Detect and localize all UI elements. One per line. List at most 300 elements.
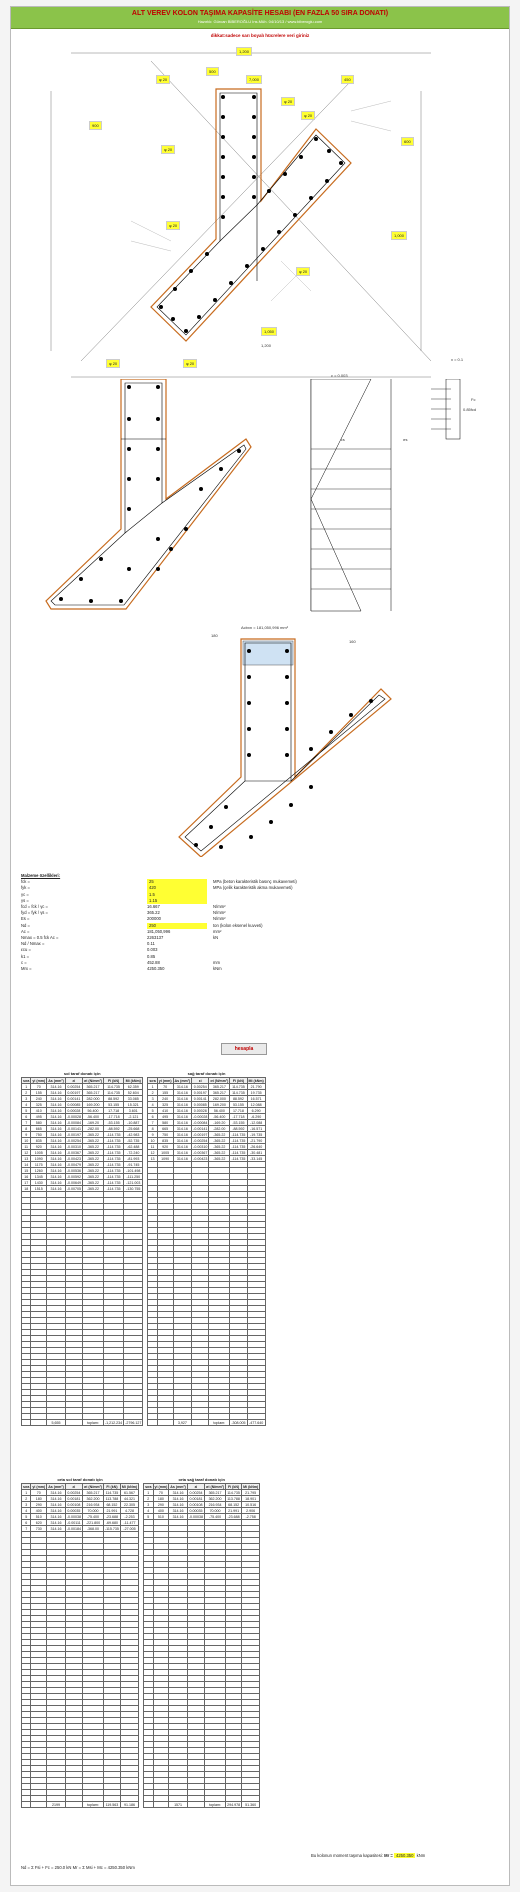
table-cell: 314.16	[169, 1502, 188, 1508]
table-cell: -114.735	[231, 1156, 246, 1161]
table-cell: 16.571	[247, 1096, 265, 1102]
input-dim-7[interactable]: 1,050	[261, 327, 277, 336]
column-header: As (mm²)	[174, 1078, 191, 1083]
footer-equation: Nd = Σ Fsi + Fc = 250.0 kN Mr = Σ Msi + Mc = 4250.350 kNm	[21, 1865, 135, 1870]
table-cell: 400	[153, 1508, 169, 1514]
calculate-button[interactable]: hesapla	[221, 1043, 267, 1055]
table-cell: -56.400	[209, 1114, 230, 1120]
param-key: fyk =	[21, 885, 30, 891]
table-cell: 730	[31, 1526, 47, 1532]
param-key: Es =	[21, 916, 30, 922]
table-cell: -365.22	[82, 1150, 103, 1156]
table-cell: 314.16	[173, 1120, 192, 1126]
param-key: fcd = fck / γc =	[21, 904, 48, 910]
table-cell: 0.00108	[187, 1502, 204, 1508]
table-cell: 21.790	[247, 1084, 265, 1090]
param-key: fyd = fyk / γs =	[21, 910, 48, 916]
table-cell: 314.16	[169, 1490, 188, 1496]
result-unit: kNm	[416, 1853, 426, 1858]
total-cell: -308.005	[231, 1420, 246, 1425]
input-bar-4[interactable]: φ 20	[161, 145, 175, 154]
column-header: Mi (kNm)	[125, 1078, 141, 1083]
table-cell: -0.00367	[66, 1150, 81, 1155]
table-cell: 1345	[31, 1174, 47, 1180]
table1-left-caption: sol taraf donatı için	[63, 1071, 101, 1076]
param-mrx: 4250.350	[147, 966, 165, 972]
table1-right-body	[148, 1084, 265, 1426]
table-cell: -114.735	[103, 1144, 123, 1150]
table-cell: 0.00254	[187, 1490, 204, 1496]
table-cell: -17.718	[230, 1114, 247, 1120]
table-cell: -0.00310	[193, 1144, 208, 1149]
column-header: yi (mm)	[32, 1078, 46, 1083]
table1-left	[21, 1077, 143, 1426]
steel-stress-label: σs	[403, 437, 408, 442]
param-gamma-c[interactable]: 1.5	[147, 892, 207, 898]
table-cell: -114.735	[103, 1156, 123, 1162]
table-cell: 1515	[31, 1186, 47, 1192]
param-k1: 0.85	[147, 953, 156, 959]
table-cell: -53.155	[230, 1120, 247, 1126]
table-cell: 216.934	[82, 1502, 103, 1508]
table-cell: -0.00111	[67, 1520, 81, 1525]
table-cell: 314.16	[47, 1150, 66, 1156]
table-cell: -10.887	[124, 1120, 143, 1126]
table-cell: 5	[22, 1514, 31, 1520]
table-cell: 2	[22, 1496, 31, 1502]
table-cell: 314.16	[173, 1156, 192, 1162]
column-header: Fi (kN)	[103, 1484, 120, 1490]
input-dim-3[interactable]: 450	[341, 75, 354, 84]
table-cell: 52.604	[124, 1090, 143, 1096]
param-gamma-s[interactable]: 1.15	[147, 898, 207, 904]
column-header: Mi (kNm)	[248, 1078, 264, 1083]
table-cell: -114.735	[231, 1150, 246, 1155]
input-bar-3[interactable]: φ 20	[301, 111, 315, 120]
table-cell: 2.906	[242, 1508, 260, 1514]
table-cell: 10.516	[242, 1502, 260, 1508]
table-cell: -0.00028	[193, 1114, 208, 1119]
table-cell: -53.155	[103, 1120, 123, 1126]
param-note: N/mm²	[213, 916, 226, 922]
total-cell: 119.563	[103, 1802, 120, 1808]
table-cell: -17.718	[103, 1114, 123, 1120]
table-cell: -365.22	[82, 1180, 103, 1186]
table-cell: -0.00310	[66, 1144, 81, 1149]
total-cell	[65, 1802, 82, 1808]
table-cell: 314.16	[47, 1102, 66, 1108]
input-dim-1[interactable]: 500	[206, 67, 219, 76]
calculation-sheet	[10, 6, 510, 1886]
table-cell: 4	[148, 1102, 157, 1108]
table-cell: -16.571	[247, 1126, 265, 1132]
table-cell: -0.00197	[193, 1132, 208, 1137]
input-width-top[interactable]: 1,200	[236, 47, 252, 56]
result-label: Bu kolonun moment taşıma kapasitesi:	[311, 1853, 383, 1858]
table-cell: 314.16	[47, 1120, 66, 1126]
table-cell: 314.16	[169, 1514, 188, 1520]
table-cell: 33.085	[124, 1096, 143, 1102]
table-cell: 180	[31, 1496, 47, 1502]
table-cell: 0.00197	[192, 1090, 209, 1096]
table-cell: 314.16	[47, 1108, 66, 1114]
table-cell: -114.735	[103, 1162, 123, 1168]
table-cell: 325	[31, 1102, 47, 1108]
param-es: 200000	[147, 916, 161, 922]
table-cell: 16	[22, 1174, 31, 1180]
table-cell: 88.592	[230, 1096, 247, 1102]
table-cell: 314.16	[47, 1168, 66, 1174]
table-cell: 314.16	[47, 1138, 66, 1144]
table2-left-body	[22, 1490, 139, 1808]
table-cell: 314.16	[47, 1132, 66, 1138]
table-cell: -0.00592	[66, 1174, 81, 1179]
table-cell: -114.735	[103, 1180, 123, 1186]
input-bar-5[interactable]: φ 20	[166, 221, 180, 230]
table2-right-caption: orta sağ taraf donatı için	[178, 1477, 225, 1482]
table-cell: 510	[31, 1514, 47, 1520]
plan-drawing	[11, 41, 511, 391]
column-header: sıra	[149, 1078, 156, 1083]
input-dim-6[interactable]: 1,000	[391, 231, 407, 240]
input-dim-4[interactable]: 900	[89, 121, 102, 130]
table-cell: 15	[22, 1168, 31, 1174]
table-cell: -221.800	[82, 1520, 103, 1526]
table-cell: 314.16	[169, 1496, 188, 1502]
column-header: σi (N/mm²)	[206, 1484, 225, 1489]
table-cell: 1	[148, 1084, 157, 1090]
table-cell: 19.735	[247, 1090, 265, 1096]
table-cell: -0.00536	[66, 1168, 81, 1173]
result-row	[311, 1853, 425, 1858]
table-cell: 114.735	[230, 1084, 247, 1090]
column-header: Mi (kNm)	[121, 1484, 138, 1489]
input-hint: dikkat:sadece sarı boyalı hücrelere veri giriniz	[210, 33, 310, 38]
table-cell: -88.592	[103, 1126, 123, 1132]
input-bar-2[interactable]: φ 20	[281, 97, 295, 106]
table-cell: -62.488	[124, 1144, 143, 1150]
table-cell: 68.152	[103, 1502, 120, 1508]
param-key: εcu =	[21, 947, 31, 953]
table-cell: 314.16	[47, 1126, 66, 1132]
table-cell: 169.200	[82, 1102, 103, 1108]
table-cell: -0.00479	[66, 1162, 81, 1167]
table-cell: -282.00	[82, 1126, 103, 1132]
input-bar-6[interactable]: φ 20	[296, 267, 310, 276]
total-cell: 1571	[169, 1802, 188, 1808]
param-key: Nmax = 0.5 fck Ac =	[21, 935, 59, 941]
param-ac: 181,050,996	[147, 928, 171, 934]
table-cell: 1	[22, 1490, 31, 1496]
table-cell: -11.477	[120, 1520, 138, 1526]
table-totals-row	[22, 1802, 139, 1808]
table-cell: 17	[22, 1180, 31, 1186]
param-key: Nd / Nmax =	[21, 941, 45, 947]
table-cell: 314.16	[47, 1180, 66, 1186]
table-cell: 53.155	[103, 1102, 123, 1108]
table-cell: 314.16	[173, 1090, 192, 1096]
table-cell: 314.16	[173, 1096, 192, 1102]
input-bar-7[interactable]: φ 20	[106, 359, 120, 368]
table-cell: 314.16	[173, 1084, 192, 1090]
table1-wrap	[21, 1071, 266, 1426]
table-cell: -114.735	[103, 1174, 123, 1180]
table-cell: -0.00184	[66, 1526, 81, 1531]
table-cell: 314.16	[47, 1156, 66, 1162]
table-cell: -114.735	[231, 1144, 246, 1149]
table-cell: 17.718	[230, 1108, 247, 1114]
table-cell: 0.00181	[187, 1496, 204, 1502]
result-value: 4250.350	[396, 1853, 414, 1858]
table-cell: 11	[22, 1144, 31, 1150]
table-cell: -30.481	[247, 1150, 265, 1156]
table-cell: 314.16	[47, 1508, 66, 1514]
parameters-block	[21, 873, 501, 972]
param-fck[interactable]: 25	[147, 879, 207, 885]
param-note: ton (kolon eksenel kuvveti)	[213, 922, 263, 928]
table-cell: 17.718	[103, 1108, 123, 1114]
param-note: N/mm²	[213, 910, 226, 916]
table-cell: 6	[22, 1114, 31, 1120]
table-cell: 314.16	[47, 1114, 66, 1120]
table-cell: 53.155	[230, 1102, 247, 1108]
table-cell: -81.993	[124, 1156, 143, 1162]
table-cell: 44.321	[120, 1496, 138, 1502]
table-cell: 410	[157, 1108, 173, 1114]
table-cell: 314.16	[47, 1496, 66, 1502]
table-cell: 5	[148, 1108, 157, 1114]
table-cell: 5	[144, 1514, 153, 1520]
table-cell: 325	[157, 1102, 173, 1108]
table-cell: 114.735	[103, 1084, 123, 1090]
table-cell: -88.592	[230, 1126, 247, 1132]
table-cell: 18	[22, 1186, 31, 1192]
table-cell: -33.145	[247, 1156, 265, 1162]
total-cell: 294.978	[227, 1802, 241, 1807]
top-right-dim: 160	[349, 639, 356, 644]
table-cell: 580	[157, 1120, 173, 1126]
table-cell: 11	[148, 1144, 157, 1150]
table-cell: 113.788	[227, 1496, 240, 1501]
table-cell: 282.000	[82, 1096, 103, 1102]
table-cell: 70.000	[205, 1508, 226, 1514]
table-cell: 1005	[31, 1150, 47, 1156]
param-key: fck =	[21, 879, 30, 885]
table-cell: 314.16	[173, 1150, 192, 1156]
table-cell: 1	[22, 1084, 31, 1090]
table-cell: -365.22	[209, 1144, 230, 1150]
table-cell: -0.00141	[193, 1126, 208, 1131]
table-cell: 314.16	[47, 1526, 66, 1532]
title-bar	[11, 7, 509, 29]
table-cell: -114.735	[103, 1132, 123, 1138]
table-cell: 510	[153, 1514, 169, 1520]
column-header: sıra	[145, 1484, 152, 1489]
total-cell	[144, 1802, 153, 1808]
column-header: As (mm²)	[48, 1484, 64, 1489]
table-cell: 920	[31, 1144, 47, 1150]
table-cell: 18.901	[242, 1496, 260, 1502]
table-cell: -56.400	[82, 1114, 103, 1120]
input-bar-1[interactable]: φ 20	[156, 75, 170, 84]
table-cell: 314.16	[47, 1502, 66, 1508]
table-cell: 240	[157, 1096, 173, 1102]
table-cell: 3	[148, 1096, 157, 1102]
page-subtitle: Hazırlık: Gürcan BİBEROĞLU Ins.Müh. 04/10/13 / www.biberoglu.com	[197, 19, 323, 24]
table-cell: 70	[31, 1084, 47, 1090]
param-note: N/mm²	[213, 904, 226, 910]
table-cell: 5	[22, 1108, 31, 1114]
table-cell: 0.00141	[65, 1096, 82, 1102]
table-cell: -365.22	[82, 1132, 103, 1138]
table-cell: -365.22	[209, 1150, 230, 1156]
table-cell: -25.668	[124, 1126, 143, 1132]
column-header: σi (N/mm²)	[210, 1078, 229, 1083]
table-cell: -365.22	[82, 1174, 103, 1180]
table-cell: 12.088	[247, 1102, 265, 1108]
concrete-force-label: Fc	[471, 397, 476, 402]
param-key: c =	[21, 959, 27, 965]
table-cell: 314.16	[47, 1174, 66, 1180]
params-heading: Malzeme özellikleri:	[21, 873, 61, 878]
table-cell: 750	[157, 1132, 173, 1138]
column-header: Fi (kN)	[103, 1078, 123, 1084]
table-cell: 0.00254	[192, 1084, 209, 1090]
table-cell: 114.735	[103, 1490, 120, 1496]
table-cell: -69.680	[103, 1520, 120, 1526]
param-key: Ac =	[21, 928, 30, 934]
table-cell: 314.16	[47, 1090, 66, 1096]
table-cell: 6	[22, 1520, 31, 1526]
table-cell: 2	[148, 1090, 157, 1096]
param-fcd: 16.667	[147, 904, 160, 910]
table-cell: -0.00197	[66, 1132, 81, 1137]
table-cell: 1090	[157, 1156, 173, 1162]
table-cell: 1005	[157, 1150, 173, 1156]
table-cell: -27.005	[120, 1526, 138, 1532]
table2-right	[143, 1483, 260, 1808]
table-cell: -114.735	[103, 1168, 123, 1174]
column-header: εi	[65, 1484, 82, 1490]
table-cell: -365.22	[82, 1144, 103, 1150]
input-dim-2[interactable]: 7,000	[246, 75, 262, 84]
param-c: 452.88	[147, 959, 160, 965]
table-cell: 216.934	[205, 1502, 226, 1508]
strain-diagram	[11, 379, 511, 619]
column-header: Fi (kN)	[226, 1484, 242, 1490]
table-cell: -365.22	[82, 1168, 103, 1174]
table-cell: 6	[148, 1114, 157, 1120]
table-cell: -52.735	[124, 1138, 143, 1144]
table-cell: 15.321	[124, 1102, 143, 1108]
column-header: As (mm²)	[170, 1484, 186, 1489]
table-cell: 7	[22, 1120, 31, 1126]
table-cell: 4.728	[120, 1508, 138, 1514]
table-cell: -0.00367	[193, 1150, 208, 1155]
param-key: Nd =	[21, 922, 30, 928]
table-cell: -169.20	[209, 1120, 230, 1126]
total-cell	[157, 1420, 173, 1426]
table-cell: 70	[157, 1084, 173, 1090]
table-cell: 56.400	[82, 1108, 103, 1114]
table-cell: -0.00423	[193, 1156, 208, 1161]
param-key: γc =	[21, 891, 29, 897]
table-cell: 0.00035	[187, 1508, 204, 1514]
table-cell: -101.498	[124, 1168, 143, 1174]
table-cell: 70	[153, 1490, 169, 1496]
table-cell: 0.00108	[65, 1502, 82, 1508]
column-header: sıra	[23, 1078, 30, 1083]
table-cell: 665	[31, 1126, 47, 1132]
table-cell: 314.16	[47, 1514, 66, 1520]
table-cell: -114.735	[231, 1138, 246, 1143]
table-cell: -282.00	[209, 1126, 230, 1132]
table-cell: -365.22	[209, 1156, 230, 1162]
table-cell: -114.735	[103, 1150, 123, 1156]
total-cell: toplam:	[82, 1420, 103, 1426]
table-cell: -42.983	[124, 1132, 143, 1138]
table-cell: -114.735	[103, 1138, 123, 1144]
table-cell: 750	[31, 1132, 47, 1138]
table-cell: 495	[31, 1114, 47, 1120]
table-cell: 314.16	[173, 1126, 192, 1132]
table-cell: -72.240	[124, 1150, 143, 1156]
total-cell: 5,655	[47, 1420, 66, 1426]
table-totals-row	[148, 1420, 265, 1426]
table-cell: -21.790	[247, 1138, 265, 1144]
table-cell: 314.16	[173, 1102, 192, 1108]
table-cell: -23.688	[227, 1514, 240, 1519]
table-cell: 240	[31, 1096, 47, 1102]
table-cell: -365.22	[209, 1132, 230, 1138]
table-cell: 365.217	[209, 1084, 230, 1090]
table-cell: 56.400	[209, 1108, 230, 1114]
input-dim-5[interactable]: 600	[401, 137, 414, 146]
table-cell: -0.00084	[66, 1120, 81, 1125]
input-bar-8[interactable]: φ 20	[183, 359, 197, 368]
total-cell	[192, 1420, 209, 1426]
table-cell: 314.16	[173, 1138, 192, 1144]
table-cell: 13	[22, 1156, 31, 1162]
table-cell: -365.22	[82, 1162, 103, 1168]
table-cell: 8	[148, 1126, 157, 1132]
column-header: εi	[65, 1078, 82, 1084]
table-cell: 1175	[31, 1162, 47, 1168]
table-cell: 6.290	[247, 1108, 265, 1114]
param-nd[interactable]: 250	[147, 923, 207, 929]
table-cell: 4	[22, 1508, 31, 1514]
total-cell: -2796.127	[125, 1420, 142, 1425]
table-cell: -121.003	[124, 1180, 143, 1186]
table-cell: -6.290	[247, 1114, 265, 1120]
table-cell: 314.16	[173, 1132, 192, 1138]
table1-left-body	[22, 1084, 143, 1426]
table-cell: 365.217	[82, 1090, 103, 1096]
table-cell: 290	[153, 1502, 169, 1508]
table-cell: 7	[22, 1526, 31, 1532]
table-cell: -130.755	[124, 1186, 143, 1192]
table-cell: 9	[22, 1132, 31, 1138]
table-cell: -0.00038	[66, 1514, 81, 1519]
top-left-dim: 180	[211, 633, 218, 638]
column-header: sıra	[23, 1484, 30, 1489]
table-cell: 400	[31, 1508, 47, 1514]
total-cell	[22, 1420, 31, 1426]
total-cell: toplam:	[82, 1802, 103, 1808]
param-fyk[interactable]: 420	[147, 885, 207, 891]
table-cell: 835	[31, 1138, 47, 1144]
table-cell: -115.735	[104, 1526, 119, 1531]
